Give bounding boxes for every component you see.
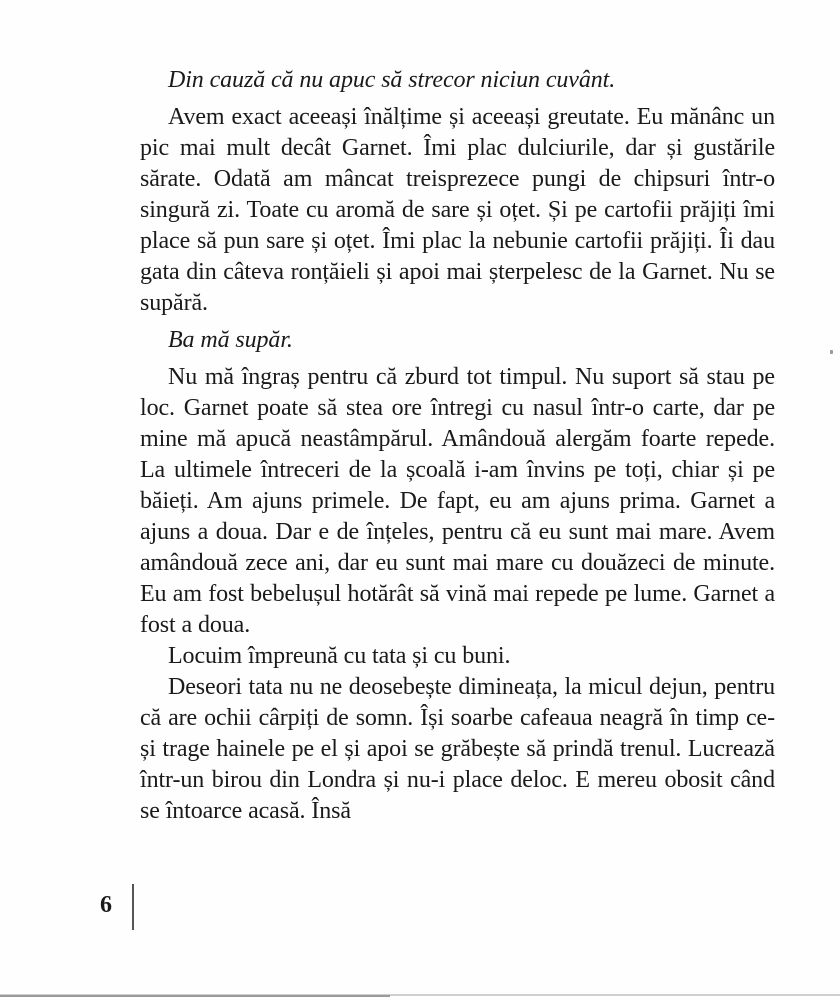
paragraph-italic-3: Ba mă supăr. xyxy=(168,327,293,353)
page-number: 6 xyxy=(100,892,112,918)
paragraph-italic-1: Din cauză că nu apuc să strecor niciun cuvânt. xyxy=(168,67,616,93)
paragraph-5: Locuim împreună cu tata și cu buni. xyxy=(168,643,511,669)
paragraph-4: Nu mă îngraș pentru că zburd tot timpul. Nu suport să stau pe loc. Garnet poate să stea ore întregi cu nasul într-o carte, dar pe mine mă apucă neastâmpărul. Amândouă alergăm foarte repede. La ultimele întreceri de la școală i-am învins pe toți, chiar și pe băieți. Am ajuns primele. De fapt, eu am ajuns prima. Garnet a ajuns a doua. Dar e de înțeles, pentru că eu sunt mai mare. Avem amândouă zece ani, dar eu sunt mai mare cu douăzeci de minute. Eu am fost bebelușul hotărât să vină mai repede pe lume. Garnet a fost a doua. xyxy=(140,364,775,638)
page-number-rule xyxy=(132,884,134,930)
paragraph-2: Avem exact aceeași înălțime și aceeași greutate. Eu mănânc un pic mai mult decât Garnet. Îmi plac dulciurile, dar și gustările sărate. Odată am mâncat treisprezece pungi de chipsuri într-o singură zi. Toate cu aromă de sare și oțet. Și pe cartofii prăjiți îmi place să pun sare și oțet. Îmi plac la nebunie cartofii prăjiți. Îi dau gata din câteva ronțăieli și apoi mai șterpelesc de la Garnet. Nu se supără. xyxy=(140,104,775,316)
scan-speck xyxy=(830,350,833,354)
scan-edge-shadow xyxy=(0,995,390,997)
paragraph-6: Deseori tata nu ne deosebește dimineața, la micul dejun, pentru că are ochii cârpiți de somn. Își soarbe cafeaua neagră în timp ce-și trage hainele pe el și apoi se grăbește să prindă trenul. Lucrează într-un birou din Londra și nu-i place deloc. E mereu obosit când se întoarce acasă. Însă xyxy=(140,674,775,824)
body-text xyxy=(140,65,775,827)
